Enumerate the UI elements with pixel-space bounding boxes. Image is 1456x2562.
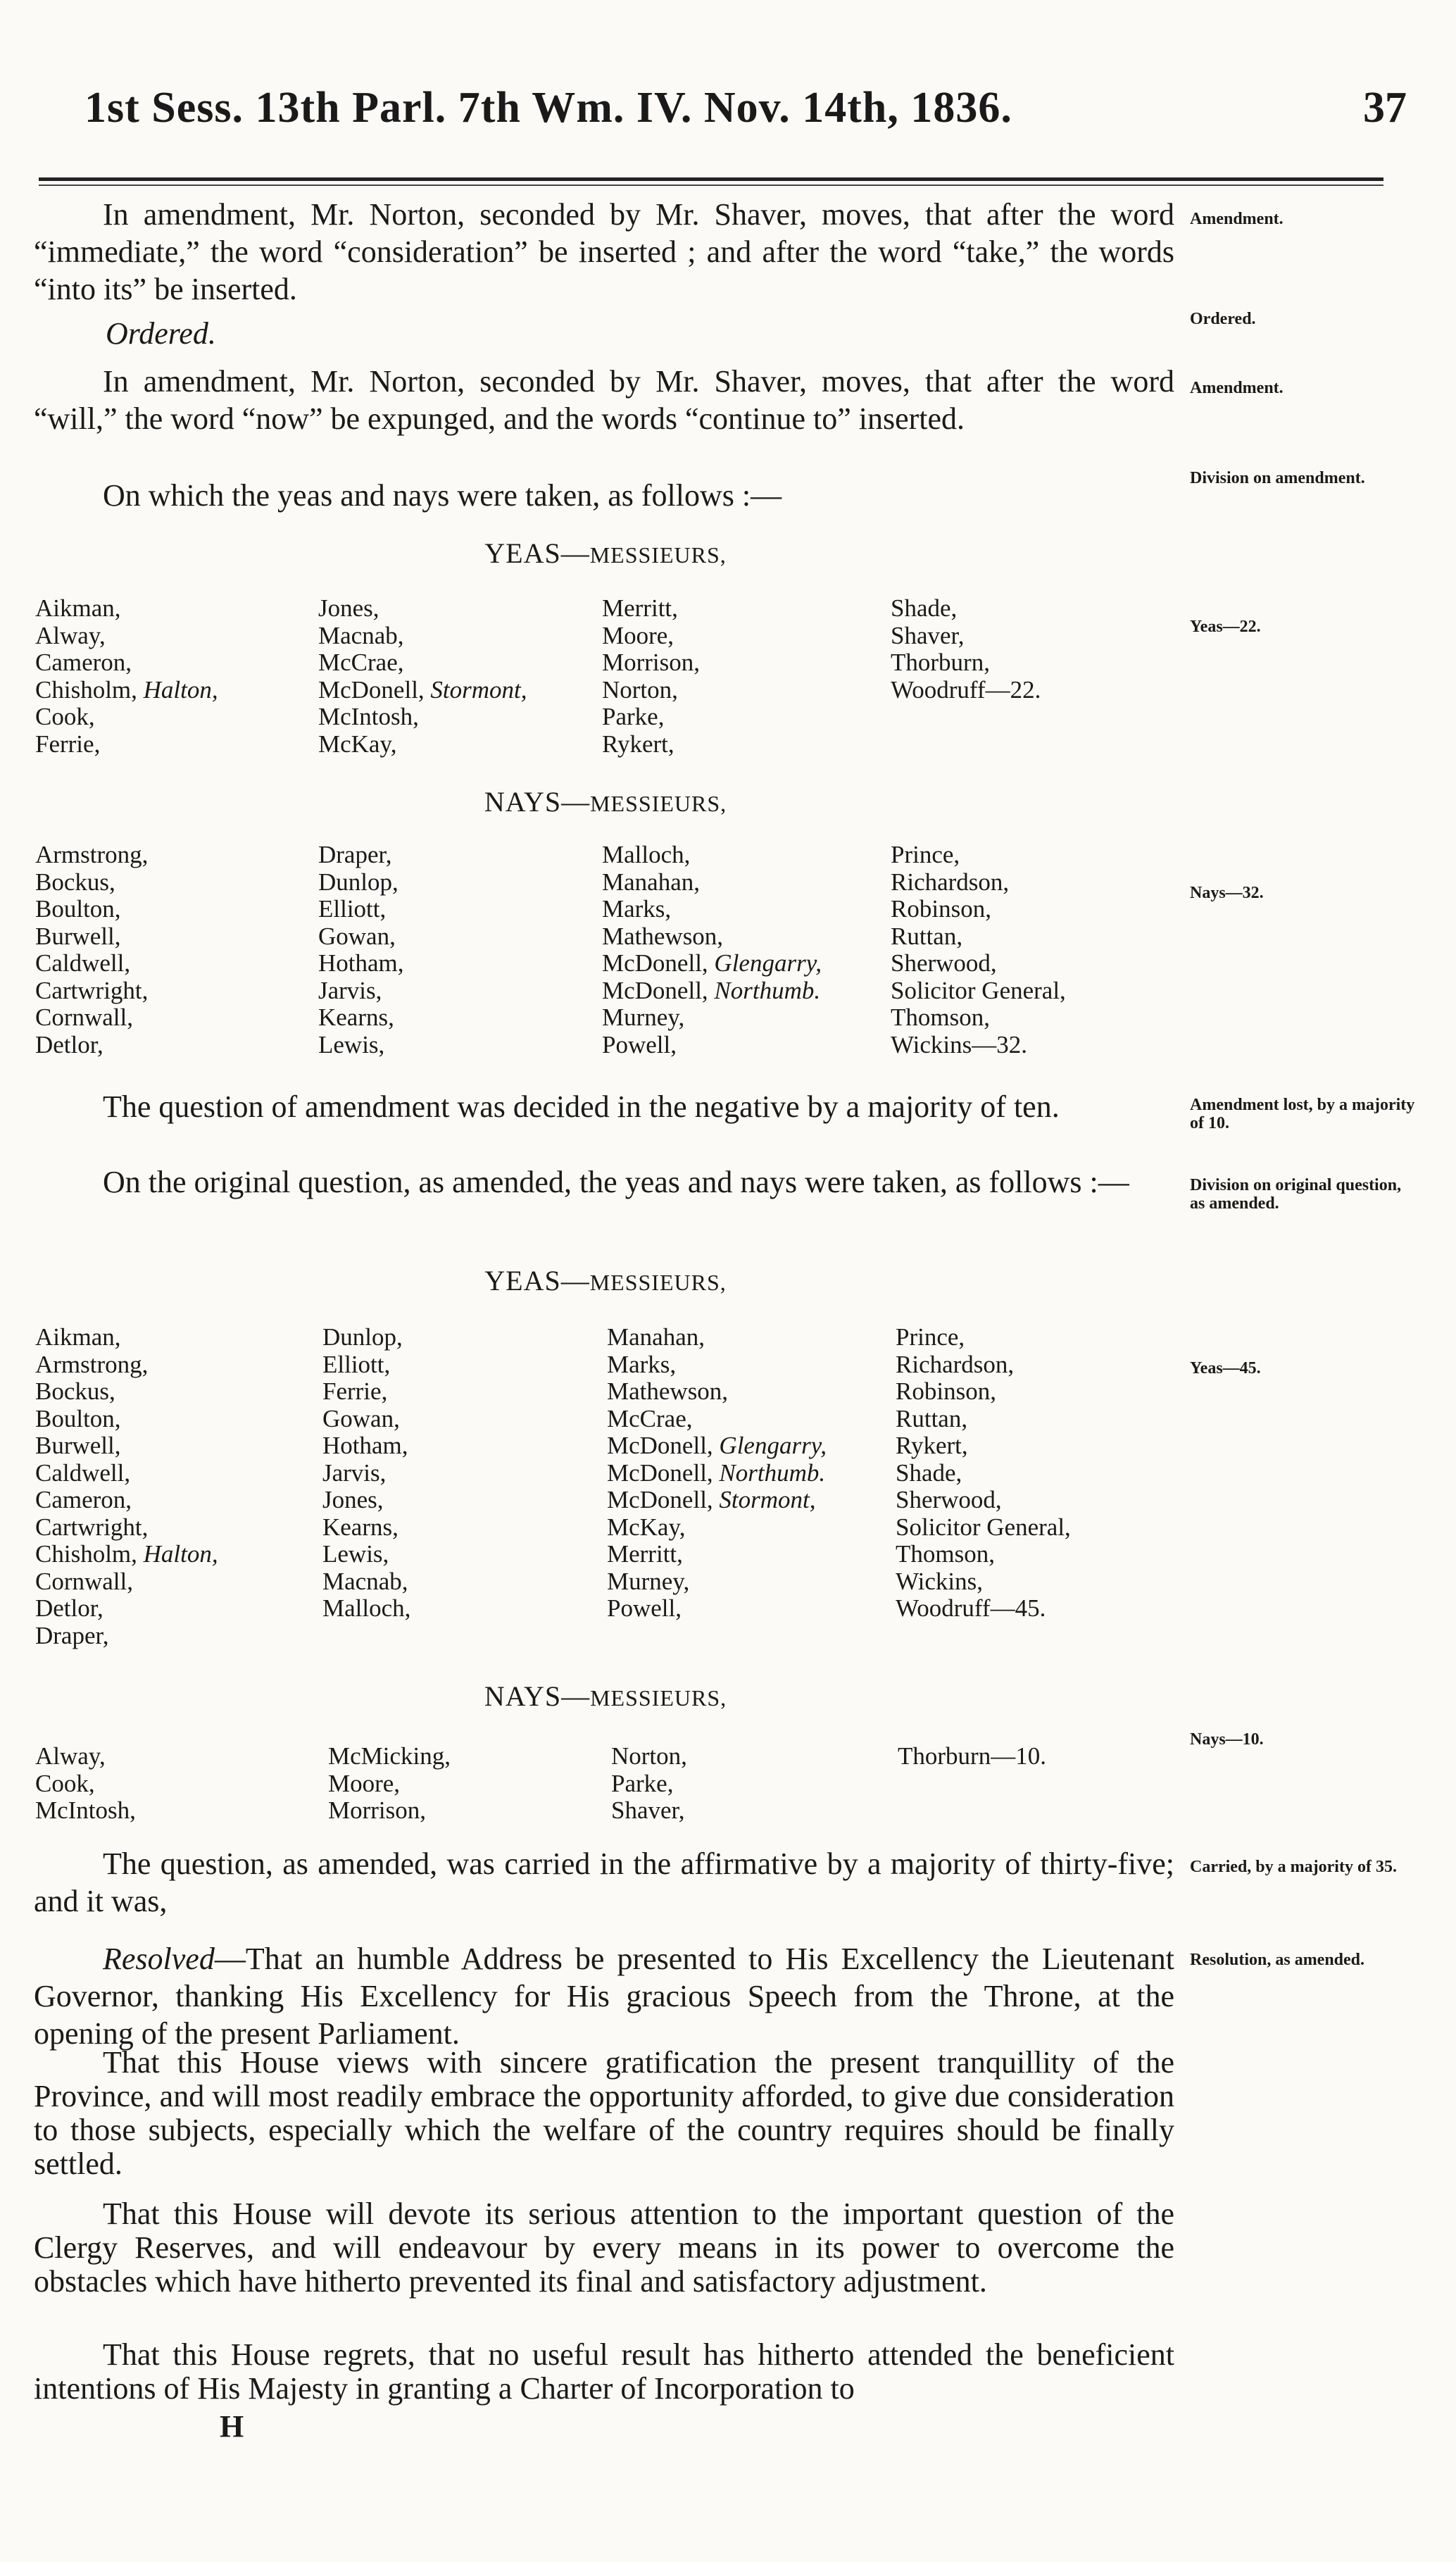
member-name: McDonell, Northumb. bbox=[602, 976, 821, 1004]
margin-note-amendment-lost: Amendment lost, by a majority of 10. bbox=[1190, 1096, 1415, 1132]
member-name: Manahan, bbox=[607, 1323, 705, 1351]
member-name: McMicking, bbox=[328, 1742, 451, 1770]
member-name: Cartwright, bbox=[35, 976, 149, 1004]
member-name: Lewis, bbox=[318, 1030, 385, 1058]
member-name: Boulton, bbox=[35, 1404, 121, 1432]
member-name: Kearns, bbox=[318, 1004, 394, 1031]
member-name: Solicitor General, bbox=[891, 976, 1066, 1004]
member-name: Marks, bbox=[602, 895, 672, 923]
name-column bbox=[318, 595, 527, 758]
member-name: Jones, bbox=[318, 594, 379, 622]
member-name: Sherwood, bbox=[896, 1486, 1002, 1513]
member-name: Shaver, bbox=[891, 621, 965, 649]
member-name: Merritt, bbox=[602, 594, 678, 622]
member-name: Cornwall, bbox=[35, 1567, 134, 1595]
member-name: Ferrie, bbox=[322, 1377, 388, 1405]
margin-note-nays-10: Nays—10. bbox=[1190, 1730, 1264, 1749]
member-name: Gowan, bbox=[318, 922, 396, 950]
member-name: Morrison, bbox=[328, 1796, 427, 1824]
vote-head-nays-1 bbox=[0, 785, 1211, 818]
vote-head-label: NAYS— bbox=[484, 786, 591, 818]
constituency: Glengarry, bbox=[714, 949, 822, 977]
constituency: Stormont, bbox=[430, 675, 527, 704]
name-column bbox=[607, 1324, 827, 1623]
member-name: Hotham, bbox=[322, 1432, 408, 1459]
name-column bbox=[891, 595, 1041, 704]
member-name: McKay, bbox=[318, 730, 397, 758]
name-column bbox=[602, 595, 700, 758]
paragraph-carried: The question, as amended, was carried in the affirmative by a majority of thirty-five; and it was, bbox=[34, 1846, 1174, 1918]
member-name: Bockus, bbox=[35, 1377, 115, 1405]
member-name: Gowan, bbox=[322, 1404, 400, 1432]
member-name: Lewis, bbox=[322, 1540, 389, 1568]
paragraph-amendment-1: In amendment, Mr. Norton, seconded by Mr. Shaver, moves, that after the word “immediate,” the word “consideration” be inserted ; and after the word “take,” the words “into its” be inserted. bbox=[34, 197, 1174, 306]
member-name: Merritt, bbox=[607, 1540, 683, 1568]
paragraph-resolved bbox=[34, 1940, 1174, 2052]
member-name: McDonell, Glengarry, bbox=[602, 949, 822, 977]
member-name: Norton, bbox=[611, 1742, 687, 1770]
member-name: Cameron, bbox=[35, 649, 132, 676]
member-name: Macnab, bbox=[318, 621, 404, 649]
member-name: Richardson, bbox=[896, 1350, 1015, 1378]
resolved-text: —That an humble Address be presented to His Excellency the Lieutenant Governor, thanking His Excellency for His gracious Speech from the Throne, at the opening of the present Parliament. bbox=[34, 1942, 1174, 2051]
margin-note-yeas-45: Yeas—45. bbox=[1190, 1359, 1261, 1377]
member-name: McDonell, Stormont, bbox=[607, 1486, 816, 1513]
member-name: McDonell, Northumb. bbox=[607, 1458, 826, 1487]
member-name: Malloch, bbox=[322, 1594, 411, 1622]
member-name: Sherwood, bbox=[891, 949, 997, 977]
margin-note-division-original: Division on original question, as amended. bbox=[1190, 1176, 1402, 1213]
member-name: Armstrong, bbox=[35, 1350, 149, 1378]
margin-note-amendment-1: Amendment. bbox=[1190, 210, 1284, 228]
name-column bbox=[318, 842, 404, 1058]
vote-head-messieurs: MESSIEURS, bbox=[590, 791, 727, 816]
member-name: Richardson, bbox=[891, 868, 1010, 896]
member-name: Powell, bbox=[607, 1594, 682, 1622]
member-name: Cook, bbox=[35, 1769, 95, 1797]
vote-head-yeas-2 bbox=[0, 1264, 1211, 1297]
name-column bbox=[35, 1743, 136, 1825]
name-column bbox=[891, 842, 1066, 1058]
paragraph-views: That this House views with sincere gratification the present tranquillity of the Province, and will most readily embrace the opportunity afforded, to give due consideration to those subjects, especially which the welfare of the country requires should be finally settled. bbox=[34, 2045, 1174, 2181]
margin-note-division-on-amendment: Division on amendment. bbox=[1190, 469, 1365, 487]
member-name: Caldwell, bbox=[35, 1458, 131, 1487]
member-name: Parke, bbox=[611, 1769, 674, 1797]
member-name: Cook, bbox=[35, 703, 95, 730]
member-name: Thorburn—10. bbox=[898, 1742, 1046, 1770]
paragraph-regrets: That this House regrets, that no useful result has hitherto attended the beneficient intentions of His Majesty in granting a Charter of Incorporation to bbox=[34, 2337, 1174, 2406]
constituency: Halton, bbox=[143, 675, 218, 704]
member-name: McCrae, bbox=[607, 1404, 693, 1432]
constituency: Northumb. bbox=[714, 976, 821, 1004]
member-name: Parke, bbox=[602, 703, 665, 730]
member-name: Murney, bbox=[607, 1567, 690, 1595]
member-name: Cartwright, bbox=[35, 1513, 149, 1541]
member-name: Rykert, bbox=[602, 730, 674, 758]
header-rule-thin bbox=[39, 185, 1383, 186]
name-column bbox=[896, 1324, 1071, 1623]
vote-head-label: NAYS— bbox=[484, 1680, 591, 1712]
member-name: McIntosh, bbox=[318, 703, 419, 730]
member-name: Elliott, bbox=[318, 895, 387, 923]
member-name: Chisholm, Halton, bbox=[35, 675, 218, 704]
member-name: Norton, bbox=[602, 675, 678, 704]
member-name: Thorburn, bbox=[891, 649, 990, 676]
member-name: Ruttan, bbox=[891, 922, 963, 950]
paragraph-division-1: On which the yeas and nays were taken, as follows :— bbox=[103, 478, 782, 513]
margin-note-nays-32: Nays—32. bbox=[1190, 884, 1264, 902]
page-number: 37 bbox=[1363, 84, 1407, 132]
member-name: McCrae, bbox=[318, 649, 404, 676]
constituency: Northumb. bbox=[719, 1458, 826, 1487]
name-column bbox=[35, 842, 148, 1058]
member-name: Solicitor General, bbox=[896, 1513, 1071, 1541]
member-name: Shaver, bbox=[611, 1796, 685, 1824]
paragraph-decided: The question of amendment was decided in the negative by a majority of ten. bbox=[103, 1089, 1060, 1124]
member-name: Moore, bbox=[328, 1769, 401, 1797]
name-column bbox=[611, 1743, 687, 1825]
resolved-label: Resolved bbox=[103, 1942, 215, 1976]
member-name: Ferrie, bbox=[35, 730, 101, 758]
member-name: Robinson, bbox=[896, 1377, 996, 1405]
member-name: Alway, bbox=[35, 1742, 106, 1770]
name-column bbox=[328, 1743, 451, 1825]
vote-head-messieurs: MESSIEURS, bbox=[589, 542, 727, 568]
vote-head-label: YEAS— bbox=[484, 537, 590, 569]
member-name: Woodruff—45. bbox=[896, 1594, 1046, 1622]
ordered-line: Ordered. bbox=[106, 316, 216, 351]
member-name: Dunlop, bbox=[318, 868, 398, 896]
vote-head-nays-2 bbox=[0, 1680, 1211, 1713]
member-name: Manahan, bbox=[602, 868, 700, 896]
member-name: Dunlop, bbox=[322, 1323, 403, 1351]
member-name: Burwell, bbox=[35, 922, 121, 950]
member-name: Kearns, bbox=[322, 1513, 398, 1541]
member-name: Draper, bbox=[35, 1621, 109, 1649]
member-name: Woodruff—22. bbox=[891, 675, 1041, 704]
member-name: Hotham, bbox=[318, 949, 404, 977]
member-name: Jarvis, bbox=[322, 1458, 387, 1487]
margin-note-yeas-22: Yeas—22. bbox=[1190, 618, 1261, 636]
member-name: Boulton, bbox=[35, 895, 121, 923]
vote-head-label: YEAS— bbox=[484, 1265, 590, 1296]
member-name: Wickins—32. bbox=[891, 1030, 1027, 1058]
member-name: Prince, bbox=[891, 841, 960, 868]
paragraph-original-question: On the original question, as amended, the yeas and nays were taken, as follows :— bbox=[103, 1165, 1129, 1199]
margin-note-resolution: Resolution, as amended. bbox=[1190, 1951, 1365, 1969]
member-name: McIntosh, bbox=[35, 1796, 136, 1824]
member-name: Wickins, bbox=[896, 1567, 983, 1595]
constituency: Stormont, bbox=[719, 1486, 816, 1513]
member-name: Marks, bbox=[607, 1350, 677, 1378]
member-name: Armstrong, bbox=[35, 841, 149, 868]
name-column bbox=[602, 842, 822, 1058]
member-name: Jarvis, bbox=[318, 976, 382, 1004]
member-name: Robinson, bbox=[891, 895, 991, 923]
member-name: Chisholm, Halton, bbox=[35, 1540, 218, 1568]
member-name: McKay, bbox=[607, 1513, 686, 1541]
margin-note-ordered: Ordered. bbox=[1190, 310, 1256, 328]
member-name: Mathewson, bbox=[602, 922, 724, 950]
member-name: Elliott, bbox=[322, 1350, 391, 1378]
member-name: Prince, bbox=[896, 1323, 965, 1351]
vote-head-messieurs: MESSIEURS, bbox=[590, 1685, 727, 1711]
member-name: McDonell, Glengarry, bbox=[607, 1432, 827, 1459]
vote-head-messieurs: MESSIEURS, bbox=[589, 1270, 727, 1295]
name-column bbox=[898, 1743, 1046, 1770]
paragraph-amendment-2: In amendment, Mr. Norton, seconded by Mr. Shaver, moves, that after the word “will,” the word “now” be expunged, and the words “continue to” inserted. bbox=[34, 364, 1174, 436]
member-name: Mathewson, bbox=[607, 1377, 729, 1405]
constituency: Glengarry, bbox=[719, 1432, 827, 1459]
member-name: McDonell, Stormont, bbox=[318, 675, 527, 704]
name-column bbox=[35, 1324, 218, 1649]
margin-note-amendment-2: Amendment. bbox=[1190, 379, 1284, 397]
member-name: Thomson, bbox=[896, 1540, 995, 1568]
member-name: Caldwell, bbox=[35, 949, 131, 977]
member-name: Cameron, bbox=[35, 1486, 132, 1513]
signature-mark: H bbox=[220, 2409, 244, 2444]
member-name: Jones, bbox=[322, 1486, 384, 1513]
header-rule bbox=[39, 177, 1383, 181]
member-name: Draper, bbox=[318, 841, 392, 868]
member-name: Ruttan, bbox=[896, 1404, 968, 1432]
name-column bbox=[35, 595, 218, 758]
member-name: Detlor, bbox=[35, 1594, 103, 1622]
running-title: 1st Sess. 13th Parl. 7th Wm. IV. Nov. 14th, 1836. bbox=[84, 84, 1012, 132]
vote-head-yeas-1 bbox=[0, 537, 1211, 570]
paragraph-clergy-reserves: That this House will devote its serious attention to the important question of the Clergy Reserves, and will endeavour by every means in its power to overcome the obstacles which have hitherto prevented its final and satisfactory adjustment. bbox=[34, 2197, 1174, 2299]
running-head bbox=[42, 83, 1407, 146]
member-name: Malloch, bbox=[602, 841, 691, 868]
margin-note-carried: Carried, by a majority of 35. bbox=[1190, 1858, 1397, 1876]
member-name: Aikman, bbox=[35, 1323, 121, 1351]
member-name: Cornwall, bbox=[35, 1004, 134, 1031]
name-column bbox=[322, 1324, 410, 1623]
member-name: Moore, bbox=[602, 621, 674, 649]
member-name: Alway, bbox=[35, 621, 106, 649]
member-name: Detlor, bbox=[35, 1030, 103, 1058]
member-name: Thomson, bbox=[891, 1004, 990, 1031]
member-name: Burwell, bbox=[35, 1432, 121, 1459]
member-name: Shade, bbox=[896, 1458, 962, 1487]
member-name: Rykert, bbox=[896, 1432, 968, 1459]
member-name: Murney, bbox=[602, 1004, 685, 1031]
member-name: Morrison, bbox=[602, 649, 701, 676]
member-name: Bockus, bbox=[35, 868, 115, 896]
member-name: Powell, bbox=[602, 1030, 677, 1058]
member-name: Shade, bbox=[891, 594, 958, 622]
constituency: Halton, bbox=[143, 1540, 218, 1568]
member-name: Macnab, bbox=[322, 1567, 408, 1595]
member-name: Aikman, bbox=[35, 594, 121, 622]
